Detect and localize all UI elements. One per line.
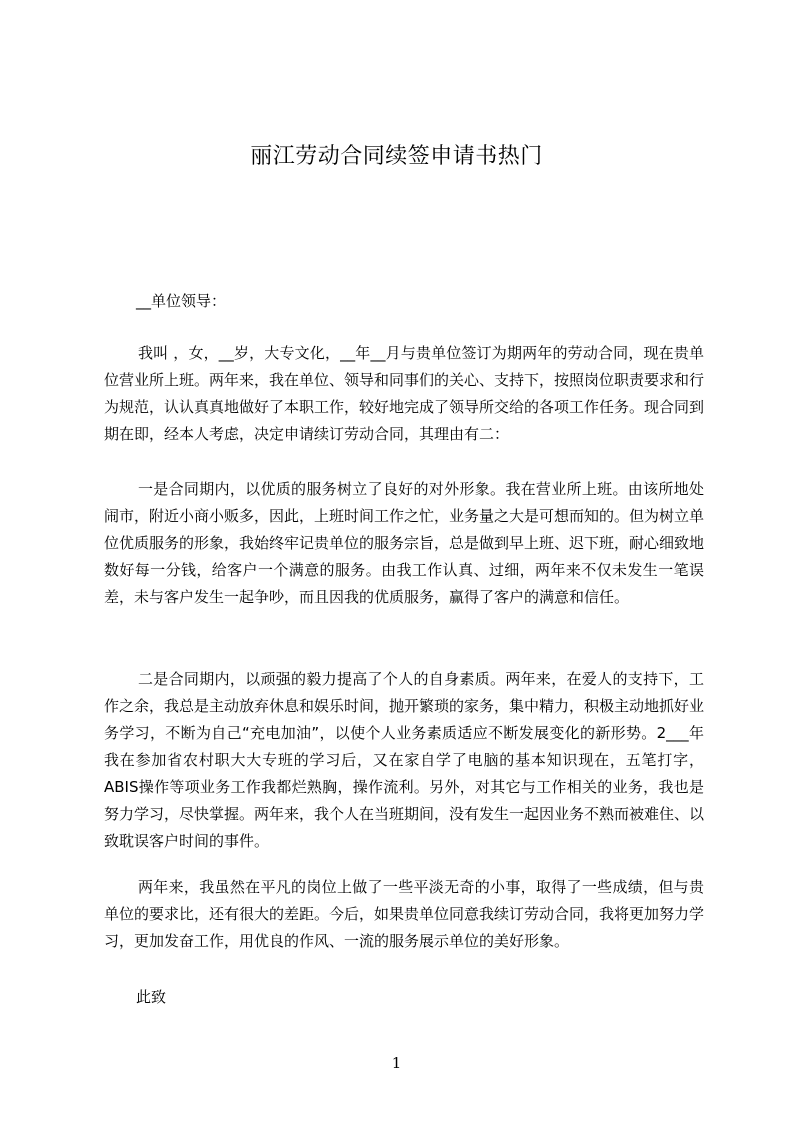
document-title: 丽江劳动合同续签申请书热门	[250, 144, 543, 169]
closing-text: 此致	[136, 988, 167, 1006]
page-number: 1	[391, 1054, 402, 1072]
paragraph-reason-one: 一是合同期内，以优质的服务树立了良好的对外形象。我在营业所上班。由该所地处闹市，附近小商小贩多，因此，上班时间工作之忙，业务量之大是可想而知的。但为树立单位优质服务的形象，我始终牢记贵单位的服务宗旨，总是做到早上班、迟下班，耐心细致地数好每一分钱，给客户一个满意的服务。由我工作认真、过细，两年来不仅未发生一笔误差，未与客户发生一起争吵，而且因我的优质服务，赢得了客户的满意和信任。	[104, 480, 705, 606]
paragraph-introduction: 我叫 ，女，__岁，大专文化，__年__月与贵单位签订为期两年的劳动合同，现在贵单位营业所上班。两年来，我在单位、领导和同事们的关心、支持下，按照岗位职责要求和行为规范，认认真真地做好了本职工作，较好地完成了领导所交给的各项工作任务。现合同到期在即，经本人考虑，决定申请续订劳动合同，其理由有二：	[104, 344, 705, 443]
paragraph-conclusion: 两年来，我虽然在平凡的岗位上做了一些平淡无奇的小事，取得了一些成绩，但与贵单位的要求比，还有很大的差距。今后，如果贵单位同意我续订劳动合同，我将更加努力学习，更加发奋工作，用优良的作风、一流的服务展示单位的美好形象。	[104, 878, 705, 950]
paragraph-reason-two: 二是合同期内，以顽强的毅力提高了个人的自身素质。两年来，在爱人的支持下，工作之余，我总是主动放弃休息和娱乐时间，抛开繁琐的家务，集中精力，积极主动地抓好业务学习，不断为自己“充电加油”，以使个人业务素质适应不断发展变化的新形势。2___年我在参加省农村职大大专班的学习后，又在家自学了电脑的基本知识现在，五笔打字，ABIS操作等项业务工作我都烂熟胸，操作流利。另外，对其它与工作相关的业务，我也是努力学习，尽快掌握。两年来，我个人在当班期间，没有发生一起因业务不熟而被难住、以致耽误客户时间的事件。	[104, 670, 705, 850]
salutation: __单位领导：	[136, 292, 227, 310]
